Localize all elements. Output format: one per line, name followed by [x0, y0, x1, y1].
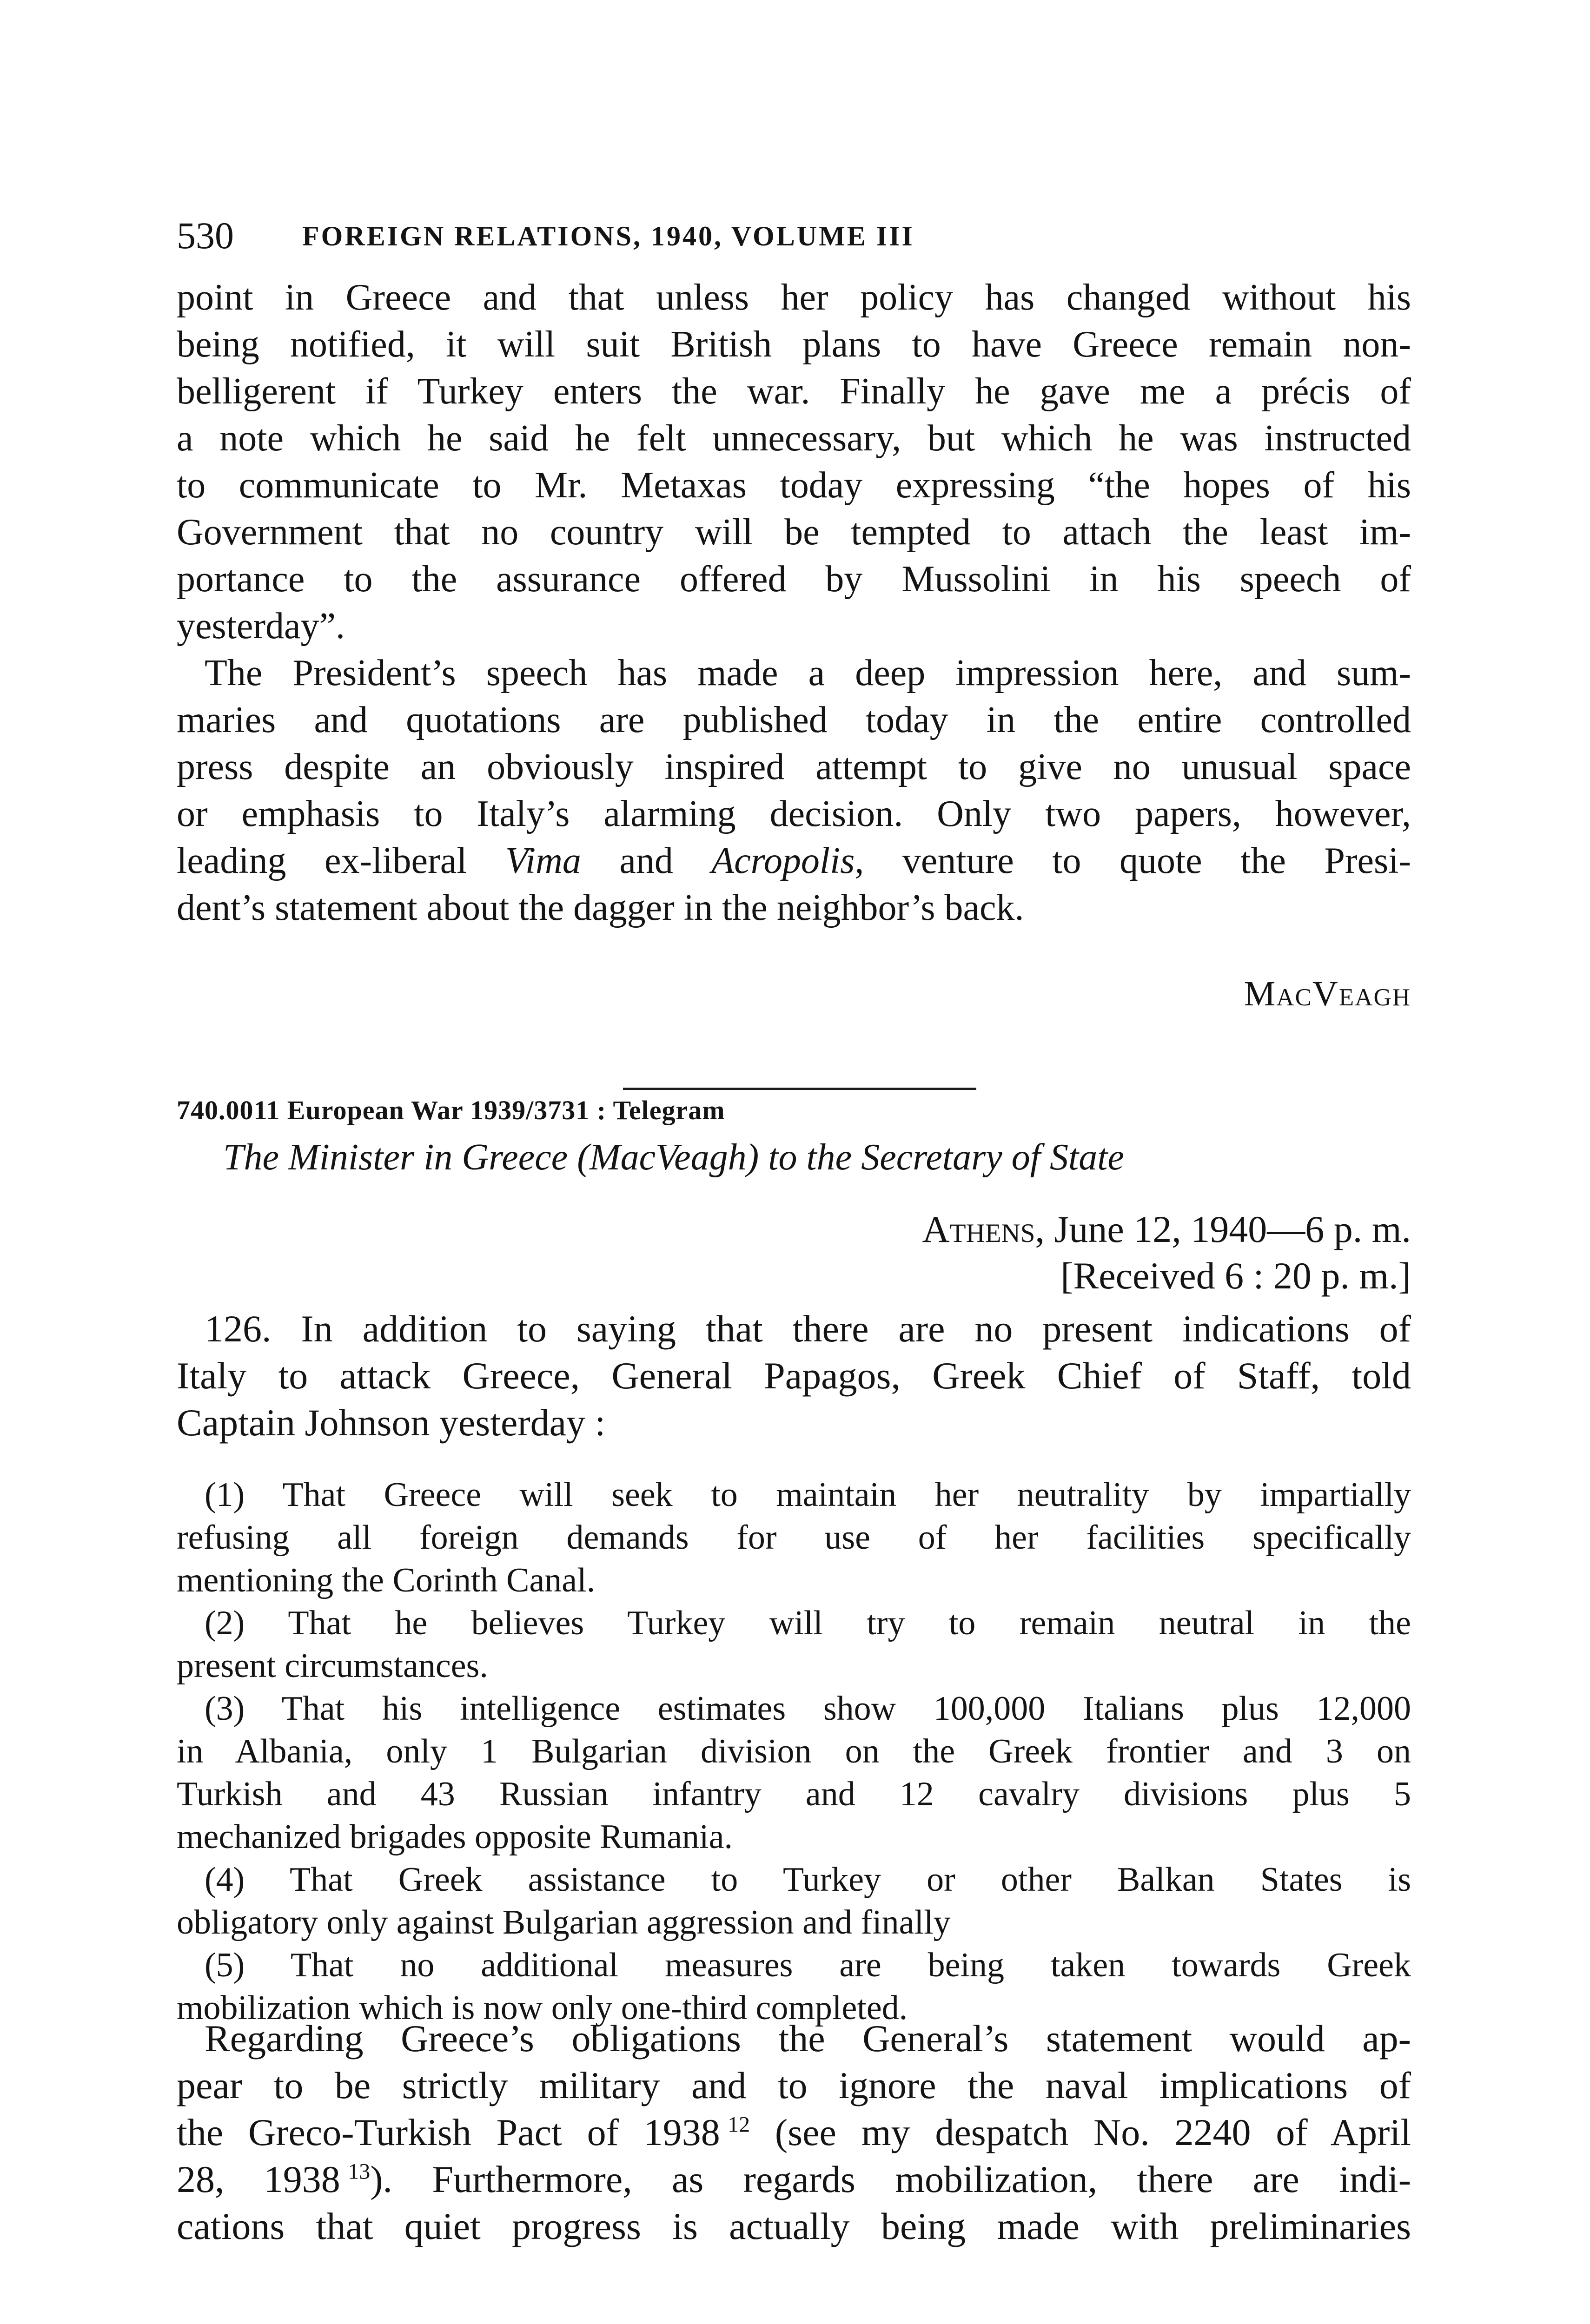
text-line: The President’s speech has made a deep impression here, and sum-	[205, 653, 1411, 693]
text-fragment: the Greco-Turkish Pact of 1938	[177, 2111, 720, 2153]
signature: MacVeagh	[1244, 974, 1411, 1013]
place-date-block	[922, 1206, 1411, 1299]
telegram-intro-paragraph	[177, 1305, 1411, 1446]
list-item-continuation: mentioning the Corinth Canal.	[177, 1561, 596, 1599]
text-fragment: leading ex-liberal	[177, 840, 505, 881]
page-number: 530	[177, 214, 234, 257]
page-header	[177, 214, 1409, 265]
text-line: Captain Johnson yesterday :	[177, 1401, 606, 1444]
text-line: Government that no country will be tempted to attach the least im-	[177, 512, 1411, 553]
footnote-ref-12: 12	[728, 2112, 750, 2137]
text-line: press despite an obviously inspired attempt to give no unusual space	[177, 746, 1411, 787]
list-item-continuation: mobilization which is now only one-third completed.	[177, 1989, 908, 2027]
text-line: pear to be strictly military and to ignore the naval implications of	[177, 2064, 1411, 2106]
text-line: or emphasis to Italy’s alarming decision. Only two papers, however,	[177, 793, 1411, 834]
list-item: (2) That he believes Turkey will try to remain neutral in the	[205, 1604, 1411, 1642]
text-fragment: 28, 1938	[177, 2158, 340, 2200]
place-name: Athens	[922, 1208, 1035, 1250]
text-line: being notified, it will suit British plans to have Greece remain non-	[177, 324, 1411, 365]
text-line	[177, 2109, 1411, 2156]
list-item-continuation: obligatory only against Bulgarian aggression and finally	[177, 1903, 951, 1941]
text-line: Italy to attack Greece, General Papagos, Greek Chief of Staff, told	[177, 1354, 1411, 1397]
list-item-continuation: in Albania, only 1 Bulgarian division on the Greek frontier and 3 on	[177, 1732, 1411, 1770]
newspaper-name-acropolis: Acropolis	[711, 840, 855, 881]
text-line: Regarding Greece’s obligations the General’s statement would ap-	[205, 2017, 1411, 2060]
text-line: maries and quotations are published today in the entire controlled	[177, 700, 1411, 740]
footnote-ref-13: 13	[348, 2159, 371, 2184]
text-line: portance to the assurance offered by Mussolini in his speech of	[177, 559, 1411, 600]
text-fragment: , venture to quote the Presi-	[855, 840, 1411, 881]
text-line: dent’s statement about the dagger in the neighbor’s back.	[177, 887, 1024, 928]
date-text: , June 12, 1940—6 p. m.	[1035, 1208, 1411, 1250]
text-line: cations that quiet progress is actually being made with preliminaries	[177, 2205, 1411, 2247]
list-item-continuation: mechanized brigades opposite Rumania.	[177, 1818, 733, 1856]
text-line: yesterday”.	[177, 606, 345, 647]
text-line: point in Greece and that unless her policy has changed without his	[177, 277, 1411, 318]
received-line: [Received 6 : 20 p. m.]	[1060, 1254, 1411, 1297]
analysis-paragraph	[177, 2015, 1411, 2250]
text-line	[177, 838, 1411, 885]
list-item: (3) That his intelligence estimates show 100,000 Italians plus 12,000	[205, 1690, 1411, 1728]
place-date-line	[922, 1206, 1411, 1253]
list-item-continuation: refusing all foreign demands for use of her facilities specifically	[177, 1519, 1411, 1557]
list-item: (4) That Greek assistance to Turkey or other Balkan States is	[205, 1861, 1411, 1899]
text-fragment: ). Furthermore, as regards mobilization, there are indi-	[370, 2158, 1411, 2200]
text-line	[177, 2156, 1411, 2203]
text-line: belligerent if Turkey enters the war. Finally he gave me a précis of	[177, 371, 1411, 412]
list-item: (5) That no additional measures are being taken towards Greek	[205, 1946, 1411, 1984]
continued-paragraph	[177, 274, 1411, 931]
list-item: (1) That Greece will seek to maintain her neutrality by impartially	[205, 1476, 1411, 1514]
running-title: FOREIGN RELATIONS, 1940, VOLUME III	[302, 221, 914, 251]
list-item-continuation: Turkish and 43 Russian infantry and 12 cavalry divisions plus 5	[177, 1775, 1411, 1813]
section-divider	[623, 1088, 976, 1090]
numbered-list	[177, 1473, 1411, 2029]
newspaper-name-vima: Vima	[505, 840, 581, 881]
document-heading: The Minister in Greece (MacVeagh) to the Secretary of State	[223, 1137, 1124, 1178]
text-line: 126. In addition to saying that there are no present indications of	[205, 1307, 1411, 1350]
text-line: a note which he said he felt unnecessary, but which he was instructed	[177, 418, 1411, 459]
list-item-continuation: present circumstances.	[177, 1647, 488, 1685]
file-reference: 740.0011 European War 1939/3731 : Telegram	[177, 1095, 725, 1125]
text-fragment: (see my despatch No. 2240 of April	[750, 2111, 1411, 2153]
text-fragment: and	[581, 840, 712, 881]
text-line: to communicate to Mr. Metaxas today expressing “the hopes of his	[177, 465, 1411, 506]
